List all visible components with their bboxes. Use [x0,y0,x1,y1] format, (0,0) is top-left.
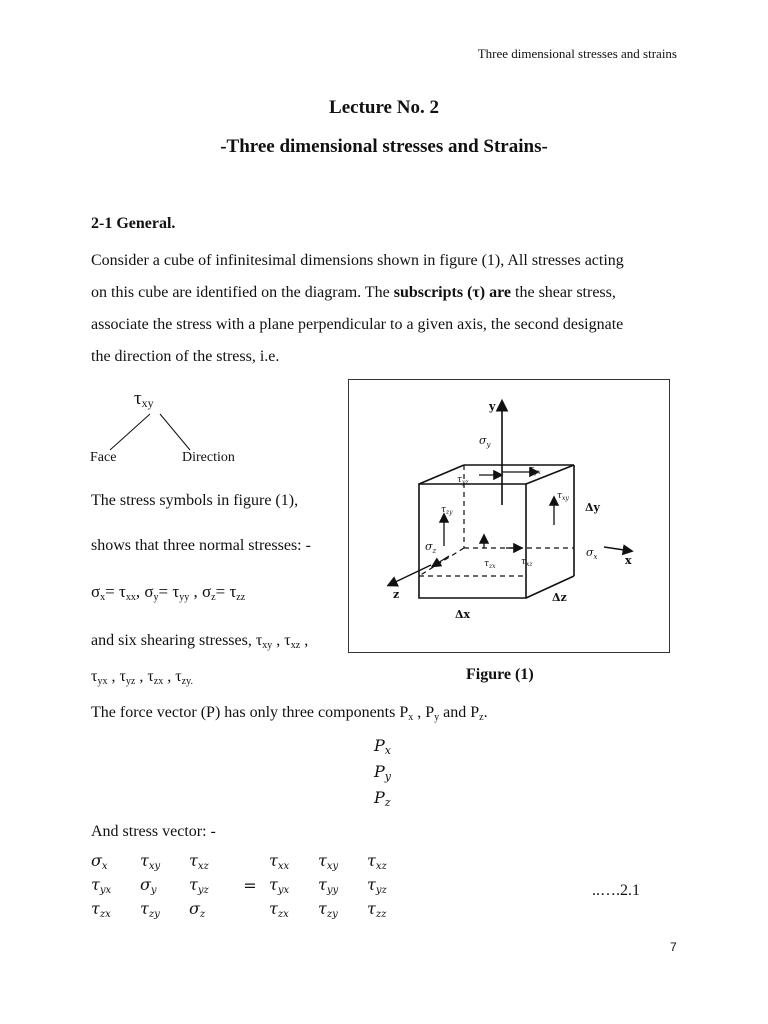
shearing-stresses-continued: $\tau_{yx}$ , $\tau_{yz}$ , $\tau_{zx}$ , $\tau_{zy.}$ [91,668,193,687]
paragraph-line: the direction of the stress, i.e. [91,348,280,365]
stress-symbols-line: The stress symbols in figure (1), [91,492,299,509]
stress-tensor-equation [91,849,416,921]
matrix-cell: $\sigma_z$ [189,898,206,920]
matrix-cell: $\tau_{yx}$ [269,874,290,896]
stress-matrix-table [91,849,416,921]
lecture-title: Lecture No. 2 [329,97,439,118]
label-delta-x: Δx [455,608,471,621]
matrix-row [91,897,416,921]
tau-xy-symbol: $\tau_{xy}$ [134,388,154,410]
paragraph-line: on this cube are identified on the diagram. The subscripts (τ) are the shear stress, [91,284,616,301]
intro-paragraph [91,245,679,373]
figure-caption: Figure (1) [466,666,534,683]
matrix-cell: $\tau_{xz}$ [367,850,387,872]
face-label: Face [90,450,117,465]
lecture-subtitle: -Three dimensional stresses and Strains- [220,136,548,157]
matrix-cell: $\tau_{xz}$ [189,850,209,872]
matrix-row [91,849,416,873]
figure-1-cube [348,379,670,653]
label-tau-xz: $\tau_{xz}$ [521,557,533,568]
matrix-cell: $\tau_{zx}$ [91,898,111,920]
direction-label: Direction [182,450,235,465]
matrix-cell: $\tau_{zy}$ [140,898,160,920]
stress-vector-label: And stress vector: - [91,823,216,840]
force-component-px: $P_x$ [374,736,391,757]
equals-sign: = [243,875,257,895]
matrix-cell: $\tau_{zy}$ [318,898,338,920]
label-tau-xy: $\tau_{xy}$ [557,491,569,502]
label-x-axis: x [625,554,632,567]
equation-number: ..….2.1 [592,882,640,899]
section-heading: 2-1 General. [91,215,176,232]
matrix-cell: $\tau_{yz}$ [367,874,387,896]
label-delta-y: Δy [585,501,600,514]
cube-hidden-edges [419,465,574,576]
label-z-axis: z [393,588,400,601]
matrix-cell: $\tau_{yx}$ [91,874,112,896]
matrix-cell: $\tau_{zz}$ [367,898,387,920]
paragraph-line: Consider a cube of infinitesimal dimensions shown in figure (1), All stresses acting [91,252,624,269]
force-component-pz: $P_z$ [374,788,391,809]
paragraph-line: associate the stress with a plane perpendicular to a given axis, the second designate [91,316,624,333]
page-number: 7 [670,940,677,954]
force-component-py: $P_y$ [374,762,391,783]
cube-edges [419,465,574,598]
label-tau-yz: $\tau_{yz}$ [457,475,469,486]
label-sigma-z: $\sigma_z$ [425,540,437,555]
subscripts-emphasis: subscripts (τ) are [393,284,512,301]
shearing-stresses-line: and six shearing stresses, $\tau_{xy}$ , $\tau_{xz}$ , [91,632,309,651]
matrix-cell: $\tau_{zx}$ [269,898,289,920]
shear-arrows [433,472,554,566]
matrix-cell: $\tau_{xy}$ [140,850,161,872]
matrix-row [91,873,416,897]
x-axis [604,547,631,551]
matrix-cell: $\sigma_y$ [140,874,157,896]
matrix-cell: $\tau_{yz}$ [189,874,209,896]
matrix-cell: $\tau_{xy}$ [318,850,339,872]
normal-stress-equation: $\sigma_x= \tau_{xx}$, $\sigma_y= \tau_{yy}$ , $\sigma_z= \tau_{zz}$ [91,582,246,603]
label-y-axis: y [489,400,496,413]
force-vector-line: The force vector (P) has only three components $P_x$ , $P_y$ and $P_z$. [91,704,488,723]
cube-diagram [349,380,669,652]
z-axis [389,565,431,585]
label-sigma-x: $\sigma_x$ [586,546,598,561]
matrix-cell: $\tau_{yy}$ [318,874,339,896]
running-header: Three dimensional stresses and strains [477,46,677,61]
normal-stresses-line: shows that three normal stresses: - [91,537,311,554]
label-delta-z: Δz [552,591,567,604]
matrix-cell: $\tau_{xx}$ [269,850,290,872]
label-tau-zx: $\tau_{zx}$ [484,559,496,570]
label-sigma-y: $\sigma_y$ [479,434,491,449]
subscript-tree [88,384,258,474]
label-tau-zy: $\tau_{zy}$ [441,505,453,516]
label-tau-yx: $\tau_{yx}$ [529,465,541,476]
matrix-cell: $\sigma_x$ [91,850,108,872]
